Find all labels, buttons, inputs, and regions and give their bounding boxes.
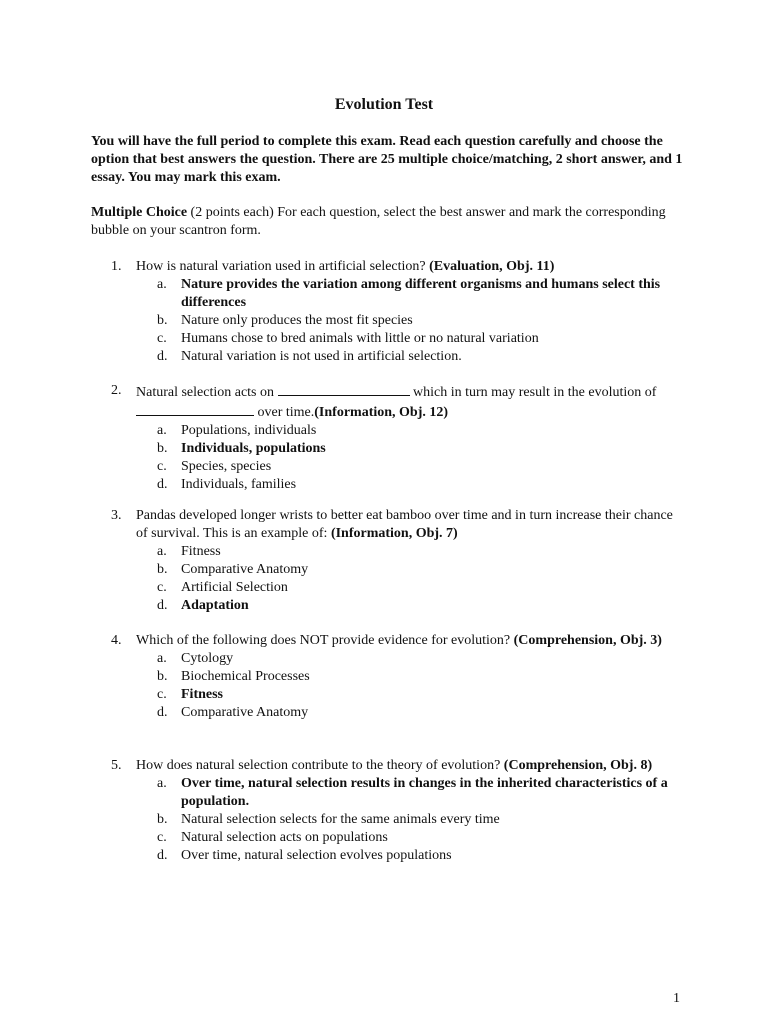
question-4 bbox=[111, 632, 681, 722]
question-stem: How does natural selection contribute to the theory of evolution? bbox=[136, 758, 504, 773]
answer-option bbox=[111, 579, 681, 597]
answer-option bbox=[111, 561, 681, 579]
option-text: Biochemical Processes bbox=[181, 669, 310, 684]
fill-in-blank bbox=[278, 382, 410, 396]
option-text: Populations, individuals bbox=[181, 423, 317, 438]
answer-option bbox=[111, 829, 681, 847]
option-text: Over time, natural selection evolves populations bbox=[181, 848, 452, 863]
option-letter: b. bbox=[157, 669, 168, 684]
question-text bbox=[136, 632, 681, 650]
option-text: Natural variation is not used in artificial selection. bbox=[181, 349, 462, 364]
objective-tag: (Comprehension, Obj. 3) bbox=[513, 633, 662, 648]
option-text: Artificial Selection bbox=[181, 580, 288, 595]
answer-option bbox=[111, 811, 681, 829]
option-text: Comparative Anatomy bbox=[181, 562, 309, 577]
question-text bbox=[136, 258, 681, 276]
answer-option bbox=[111, 348, 681, 366]
option-letter: c. bbox=[157, 830, 167, 845]
question-stem: over time. bbox=[254, 405, 315, 420]
option-letter: a. bbox=[157, 544, 167, 559]
answer-option bbox=[111, 775, 681, 811]
answer-options bbox=[111, 543, 681, 615]
question-2 bbox=[111, 382, 681, 494]
answer-option bbox=[111, 543, 681, 561]
answer-option bbox=[111, 597, 681, 615]
answer-options bbox=[111, 775, 681, 865]
option-text: Fitness bbox=[181, 544, 221, 559]
question-3 bbox=[111, 507, 681, 615]
multiple-choice-instructions bbox=[91, 204, 691, 240]
option-letter: c. bbox=[157, 459, 167, 474]
option-letter: a. bbox=[157, 651, 167, 666]
option-text: Natural selection acts on populations bbox=[181, 830, 388, 845]
question-stem: How is natural variation used in artificial selection? bbox=[136, 259, 430, 274]
question-text bbox=[136, 382, 681, 422]
question-number: 4. bbox=[111, 633, 122, 648]
objective-tag: (Evaluation, Obj. 11) bbox=[429, 259, 555, 274]
answer-option bbox=[111, 847, 681, 865]
question-number: 2. bbox=[111, 383, 122, 398]
option-letter: b. bbox=[157, 562, 168, 577]
fill-in-blank bbox=[136, 402, 254, 416]
answer-option bbox=[111, 476, 681, 494]
section-instructions: (2 points each) For each question, select the best answer and mark the corresponding bubble on your scantron form. bbox=[91, 205, 666, 238]
answer-option bbox=[111, 668, 681, 686]
answer-option bbox=[111, 276, 681, 312]
answer-option bbox=[111, 440, 681, 458]
question-stem: Pandas developed longer wrists to better eat bamboo over time and in turn increase their chance of survival. This is an example of: bbox=[136, 508, 673, 541]
objective-tag: (Comprehension, Obj. 8) bbox=[503, 758, 653, 773]
option-letter: a. bbox=[157, 776, 167, 791]
option-letter: d. bbox=[157, 349, 168, 364]
option-letter: a. bbox=[157, 277, 167, 292]
question-number: 3. bbox=[111, 508, 122, 523]
answer-options bbox=[111, 422, 681, 494]
option-text: Species, species bbox=[181, 459, 272, 474]
option-letter: d. bbox=[157, 598, 168, 613]
option-text: Over time, natural selection results in changes in the inherited characteristics of a population. bbox=[181, 776, 668, 809]
page-title: Evolution Test bbox=[334, 96, 434, 113]
question-1 bbox=[111, 258, 681, 366]
answer-option bbox=[111, 704, 681, 722]
answer-option bbox=[111, 650, 681, 668]
question-stem: Which of the following does NOT provide evidence for evolution? bbox=[136, 633, 514, 648]
option-text: Fitness bbox=[181, 687, 223, 702]
option-letter: d. bbox=[157, 848, 168, 863]
option-text: Natural selection selects for the same animals every time bbox=[181, 812, 500, 827]
question-number: 5. bbox=[111, 758, 122, 773]
option-letter: b. bbox=[157, 313, 168, 328]
page-number: 1 bbox=[673, 991, 680, 1006]
option-letter: b. bbox=[157, 441, 168, 456]
answer-options bbox=[111, 650, 681, 722]
objective-tag: (Information, Obj. 7) bbox=[330, 526, 458, 541]
option-text: Humans chose to bred animals with little or no natural variation bbox=[181, 331, 539, 346]
question-stem: Natural selection acts on bbox=[136, 385, 278, 400]
question-5 bbox=[111, 757, 681, 865]
answer-option bbox=[111, 458, 681, 476]
option-letter: a. bbox=[157, 423, 167, 438]
option-letter: d. bbox=[157, 705, 168, 720]
answer-option bbox=[111, 330, 681, 348]
option-text: Individuals, populations bbox=[181, 441, 326, 456]
option-text: Cytology bbox=[181, 651, 234, 666]
answer-option bbox=[111, 686, 681, 704]
option-text: Nature provides the variation among different organisms and humans select this differences bbox=[181, 277, 661, 310]
option-letter: d. bbox=[157, 477, 168, 492]
question-text bbox=[136, 757, 681, 775]
option-letter: c. bbox=[157, 580, 167, 595]
option-text: Individuals, families bbox=[181, 477, 297, 492]
option-letter: b. bbox=[157, 812, 168, 827]
question-text bbox=[136, 507, 681, 543]
option-letter: c. bbox=[157, 687, 167, 702]
question-number: 1. bbox=[111, 259, 122, 274]
option-letter: c. bbox=[157, 331, 167, 346]
objective-tag: (Information, Obj. 12) bbox=[314, 405, 449, 420]
option-text: Comparative Anatomy bbox=[181, 705, 309, 720]
instructions-paragraph: You will have the full period to complete this exam. Read each question carefully and choose the option that best answers the question. There are 25 multiple choice/matching, 2 short answer, and 1 essay. You may mark this exam. bbox=[91, 134, 683, 185]
answer-options bbox=[111, 276, 681, 366]
option-text: Nature only produces the most fit species bbox=[181, 313, 413, 328]
section-label: Multiple Choice bbox=[91, 205, 188, 220]
answer-option bbox=[111, 422, 681, 440]
question-stem: which in turn may result in the evolution of bbox=[409, 385, 657, 400]
answer-option bbox=[111, 312, 681, 330]
option-text: Adaptation bbox=[181, 598, 249, 613]
